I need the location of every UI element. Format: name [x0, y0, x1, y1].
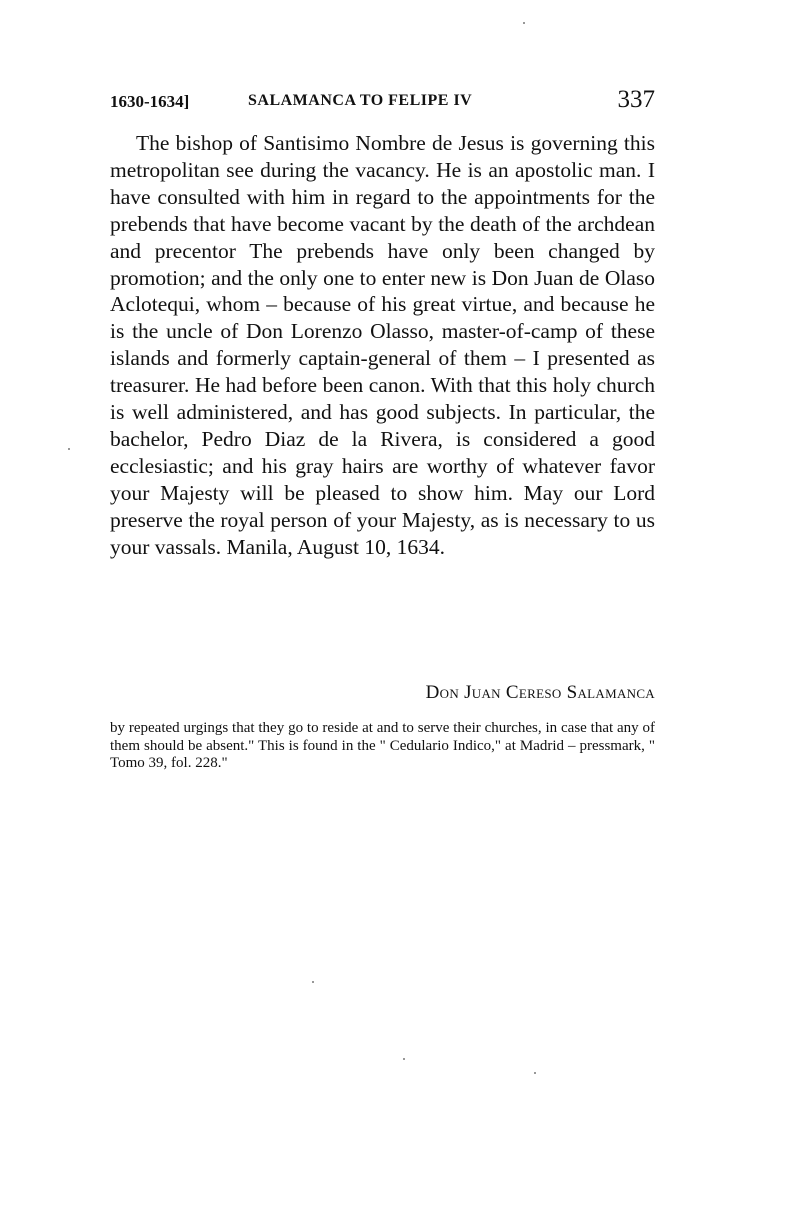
scan-speck [534, 1072, 536, 1074]
footnote [110, 720, 655, 773]
page-header [110, 86, 655, 116]
footnote-text: by repeated urgings that they go to reside at and to serve their churches, in case that any of them should be absent." This is found in the " Cedulario Indico," at Madrid – pressmark, " Tomo 39, fol. 228." [110, 720, 655, 771]
date-range: 1630-1634] [110, 92, 190, 111]
scan-speck [523, 22, 525, 24]
signature: Don Juan Cereso Salamanca [425, 682, 655, 703]
scan-speck [312, 981, 314, 983]
running-title: SALAMANCA TO FELIPE IV [248, 92, 473, 109]
letter-body [110, 130, 655, 561]
page-number: 337 [617, 86, 655, 113]
body-paragraph: The bishop of Santisimo Nombre de Jesus is governing this metropolitan see during the vacancy. He is an apostolic man. I have consulted with him in regard to the appointments for the prebends that have become vacant by the death of the archdean and precentor The prebends have only been changed by promotion; and the only one to enter new is Don Juan de Olaso Aclotequi, whom – because of his great virtue, and because he is the uncle of Don Lorenzo Olasso, master-of-camp of these islands and formerly captain-general of them – I presented as treasurer. He had before been canon. With that this holy church is well administered, and has good subjects. In particular, the bachelor, Pedro Diaz de la Rivera, is considered a good ecclesiastic; and his gray hairs are worthy of whatever favor your Majesty will be pleased to show him. May our Lord preserve the royal person of your Majesty, as is necessary to us your vassals. Manila, August 10, 1634. [110, 131, 655, 559]
scan-speck [68, 448, 70, 450]
scan-speck [403, 1058, 405, 1060]
